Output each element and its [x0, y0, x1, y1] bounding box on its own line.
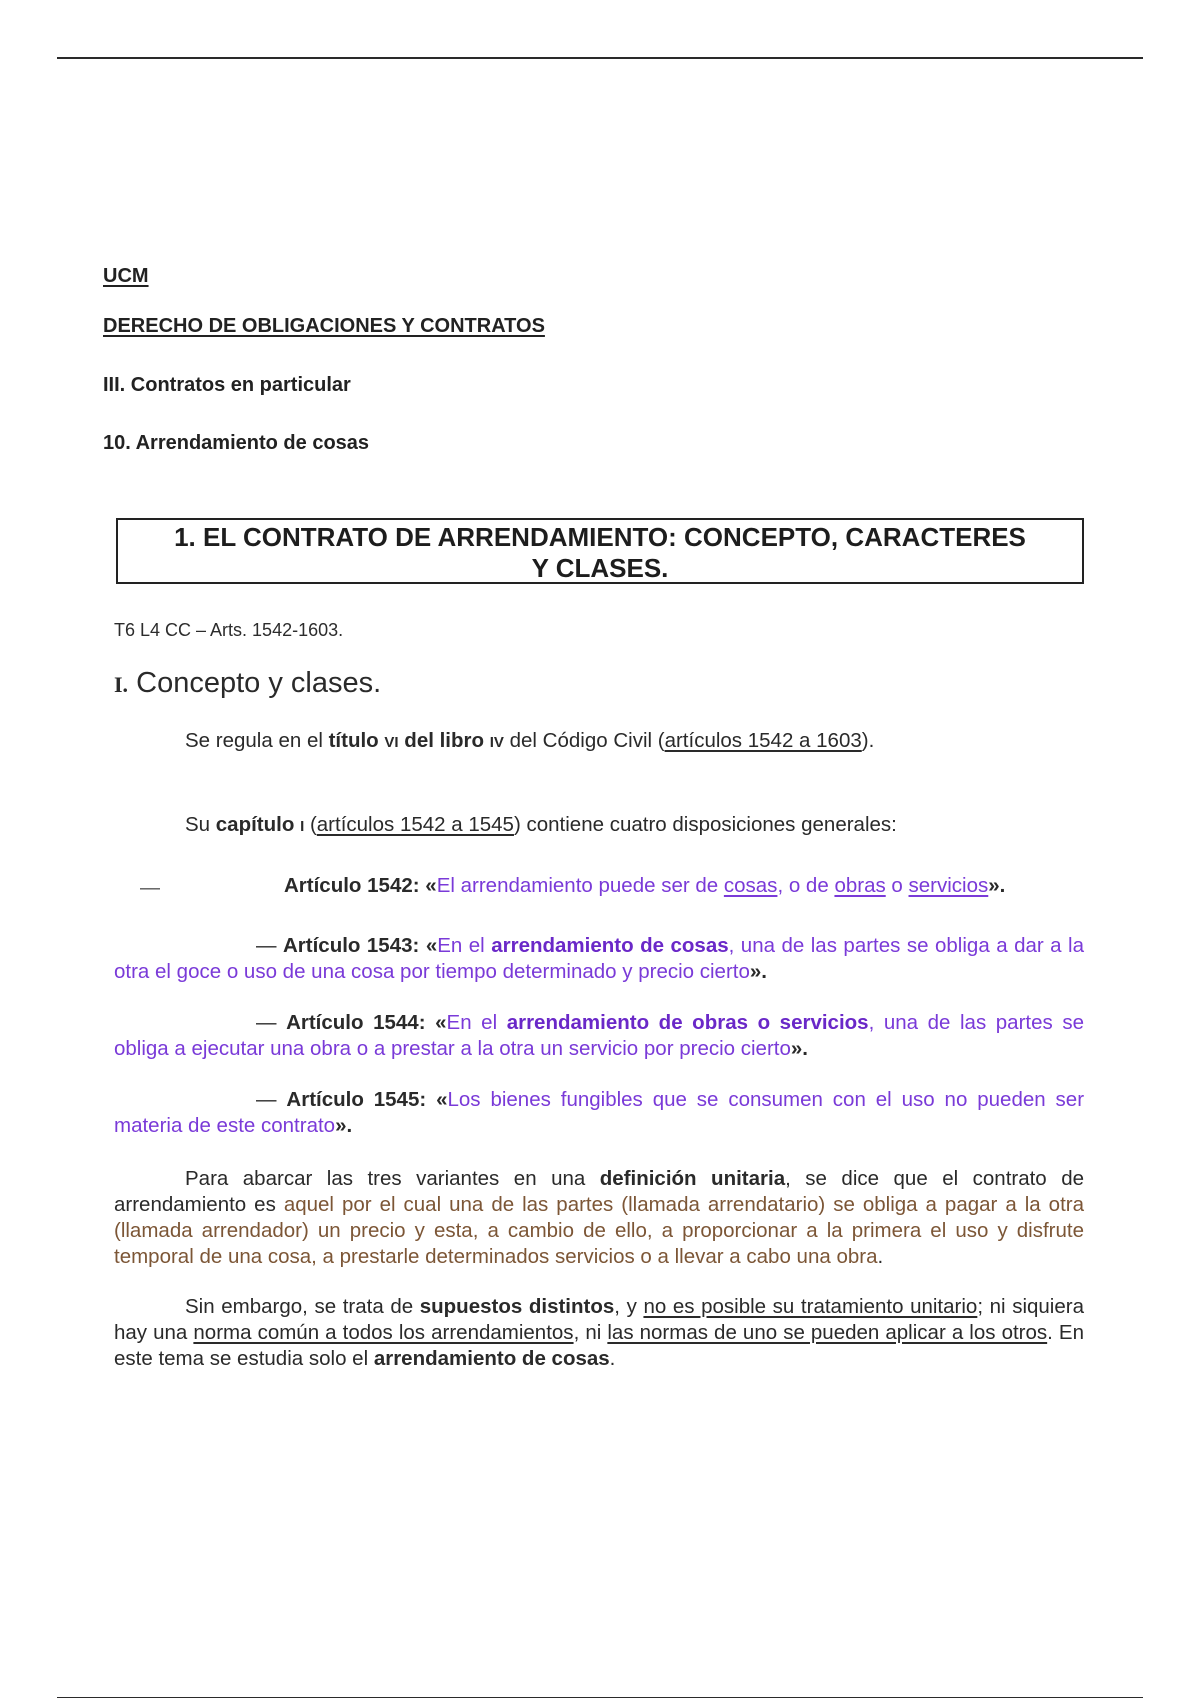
paragraph-regulation: Se regula en el título VI del libro IV del Código Civil (artículos 1542 a 1603). [185, 729, 875, 752]
list-dash: — [140, 877, 160, 899]
paragraph-distinct-cases: Sin embargo, se trata de supuestos distintos, y no es posible su tratamiento unitario; ni siquiera hay una norma común a todos los arrendamientos, ni las normas de uno se pueden aplicar a los otros. En este tema se estudia solo el arrendamiento de cosas. [114, 1295, 1084, 1370]
article-1543: — Artículo 1543: «En el arrendamiento de cosas, una de las partes se obliga a dar a la otra el goce o uso de una cosa por tiempo determinado y precio cierto». [114, 934, 1085, 983]
subject-heading: DERECHO DE OBLIGACIONES Y CONTRATOS [103, 315, 545, 337]
institution-heading: UCM [103, 265, 149, 287]
article-1544: — Artículo 1544: «En el arrendamiento de obras o servicios, una de las partes se obliga a ejecutar una obra o a prestar a la otra un servicio por precio cierto». [114, 1011, 1084, 1060]
paragraph-chapter: Su capítulo I (artículos 1542 a 1545) contiene cuatro disposiciones generales: [185, 813, 897, 836]
paragraph-unitary-definition: Para abarcar las tres variantes en una definición unitaria, se dice que el contrato de arrendamiento es aquel por el cual una de las partes (llamada arrendatario) se obliga a pagar a la otra (llamada arrendador) un precio y esta, a cambio de ello, a proporcionar a la primera el uso y disfrute temporal de una cosa, a prestarle determinados servicios o a llevar a cabo una obra. [114, 1167, 1085, 1268]
article-1542: Artículo 1542: «El arrendamiento puede ser de cosas, o de obras o servicios». [284, 874, 1006, 897]
section-title-box [116, 518, 1084, 584]
articles-range-link: artículos 1542 a 1603 [664, 729, 862, 752]
page-bottom-rule [57, 1697, 1143, 1698]
page-top-rule [57, 57, 1143, 59]
section-title-line1: 1. EL CONTRATO DE ARRENDAMIENTO: CONCEPTO, CARACTERES [174, 522, 1026, 552]
part-heading: III. Contratos en particular [103, 374, 351, 396]
article-1545: — Artículo 1545: «Los bienes fungibles que se consumen con el uso no pueden ser materia de este contrato». [114, 1088, 1085, 1137]
section-title-line2: Y CLASES. [531, 553, 669, 583]
legal-reference: T6 L4 CC – Arts. 1542-1603. [114, 620, 344, 640]
subheading [114, 667, 381, 700]
subheading-text: Concepto y clases. [136, 667, 382, 699]
subheading-numeral: I. [114, 672, 129, 697]
topic-heading: 10. Arrendamiento de cosas [103, 432, 370, 454]
